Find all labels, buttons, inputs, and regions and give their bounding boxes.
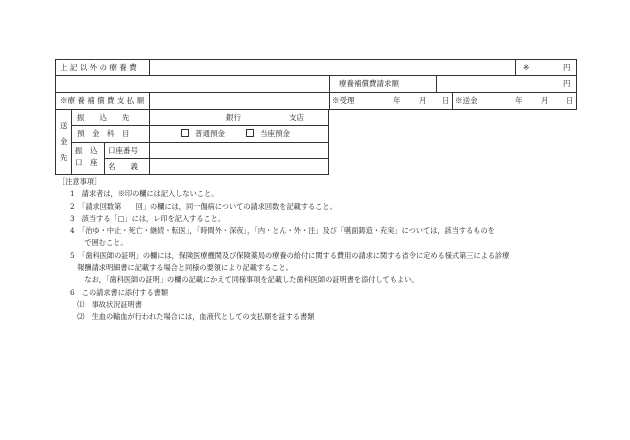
branch-label: 支店 xyxy=(289,113,304,122)
row1-label-divider xyxy=(149,59,150,76)
transfer-right-border xyxy=(328,109,329,175)
transfer-account-divider xyxy=(104,142,105,175)
transfer-destination-label: 振 込 先 xyxy=(77,113,130,122)
transfer-side-char-2: 金 xyxy=(60,137,68,146)
row2-bottom-line xyxy=(55,92,577,93)
transfer-label-divider-top xyxy=(149,109,150,143)
note-item-4: 4 「治ゆ・中止・死亡・継続・転医」，「時間外・深夜」，「内・とん・外・注」及び「嚥面鋳造・充実」については，該当するものを xyxy=(70,226,495,236)
payment-amount-label: ※療 養 補 償 費 支 払 額 xyxy=(60,96,145,105)
row3-bottom-line xyxy=(55,109,577,110)
deposit-type-label: 預 金 科 目 xyxy=(77,129,130,138)
table-left-border xyxy=(55,59,56,175)
note-item-5-cont: 報酬請求明細書に記載する場合と同様の要領により記載すること。 xyxy=(70,263,293,273)
row1-kome-mark: ※ xyxy=(523,63,530,72)
row2-label-left-divider xyxy=(329,75,330,92)
notes-heading: ［注意事項］ xyxy=(58,177,102,186)
note-item-5: 5 「歯科医師の証明」の欄には，保険医療機関及び保険薬局の療養の給付に関する費用の請求に関する省令に定める様式第三による診療 xyxy=(70,250,510,260)
transfer-side-divider xyxy=(71,109,72,175)
row1-bottom-line xyxy=(55,75,577,76)
notes-section xyxy=(56,176,510,324)
option-current-deposit[interactable]: 当座預金 xyxy=(246,129,290,138)
note-item-6: 6 この請求書に添付する書類 xyxy=(70,287,169,297)
row1-yen-unit: 円 xyxy=(563,63,571,72)
transfer-side-char-3: 先 xyxy=(60,153,68,162)
received-year: 年 xyxy=(393,96,401,105)
transfer-line-2 xyxy=(71,142,328,143)
note-item-3: 3 該当する「□」には，レ印を記入すること。 xyxy=(70,213,226,223)
transfer-label-divider-bottom xyxy=(149,142,150,175)
other-medical-expenses-label: 上 記 以 外 の 療 養 費 xyxy=(60,63,137,72)
note-item-5-supplement: なお，「歯科医師の証明」の欄の記載にかえて同様事項を記載した歯科医師の証明書を添付してもよい。 xyxy=(70,275,419,285)
sent-day: 日 xyxy=(566,96,574,105)
option-normal-deposit[interactable]: 普通預金 xyxy=(181,129,225,138)
note-item-6-2: ⑵ 生血の輸血が行われた場合には，血液代としての支払額を証する書類 xyxy=(70,312,315,322)
row2-label-right-divider xyxy=(436,75,437,92)
received-month: 月 xyxy=(419,96,427,105)
transfer-bottom-line xyxy=(55,174,328,175)
note-item-6-1: ⑴ 事故状況証明書 xyxy=(70,299,142,309)
row1-kome-divider xyxy=(515,59,516,76)
sent-label: ※送金 xyxy=(455,96,478,105)
account-number-label: 口座番号 xyxy=(108,146,138,155)
note-item-4-cont: で囲むこと。 xyxy=(70,238,128,248)
table-right-border xyxy=(576,59,577,110)
received-day: 日 xyxy=(442,96,450,105)
transfer-account-side-2: 口 座 xyxy=(75,158,98,167)
note-item-1: 1 請求者は，※印の欄には記入しないこと。 xyxy=(70,189,219,199)
sent-year: 年 xyxy=(515,96,523,105)
claim-amount-label: 療養補償費請求額 xyxy=(339,79,399,88)
sent-month: 月 xyxy=(541,96,549,105)
account-name-label: 名 義 xyxy=(108,162,138,171)
received-label: ※受理 xyxy=(332,96,355,105)
row3-sent-divider xyxy=(452,92,453,109)
transfer-account-side-1: 振 込 xyxy=(75,146,98,155)
row3-label-divider xyxy=(149,92,150,109)
bank-label: 銀行 xyxy=(226,113,241,122)
checkbox-icon xyxy=(181,129,189,137)
row3-received-divider xyxy=(329,92,330,109)
transfer-line-3 xyxy=(104,158,328,159)
note-item-2: 2 「請求回数第 回」の欄には，同一傷病についての請求回数を記載すること。 xyxy=(70,201,337,211)
table-top-border xyxy=(55,59,577,60)
transfer-side-char-1: 送 xyxy=(60,121,68,130)
checkbox-icon xyxy=(246,129,254,137)
transfer-line-1 xyxy=(71,125,328,126)
row2-yen-unit: 円 xyxy=(563,79,571,88)
